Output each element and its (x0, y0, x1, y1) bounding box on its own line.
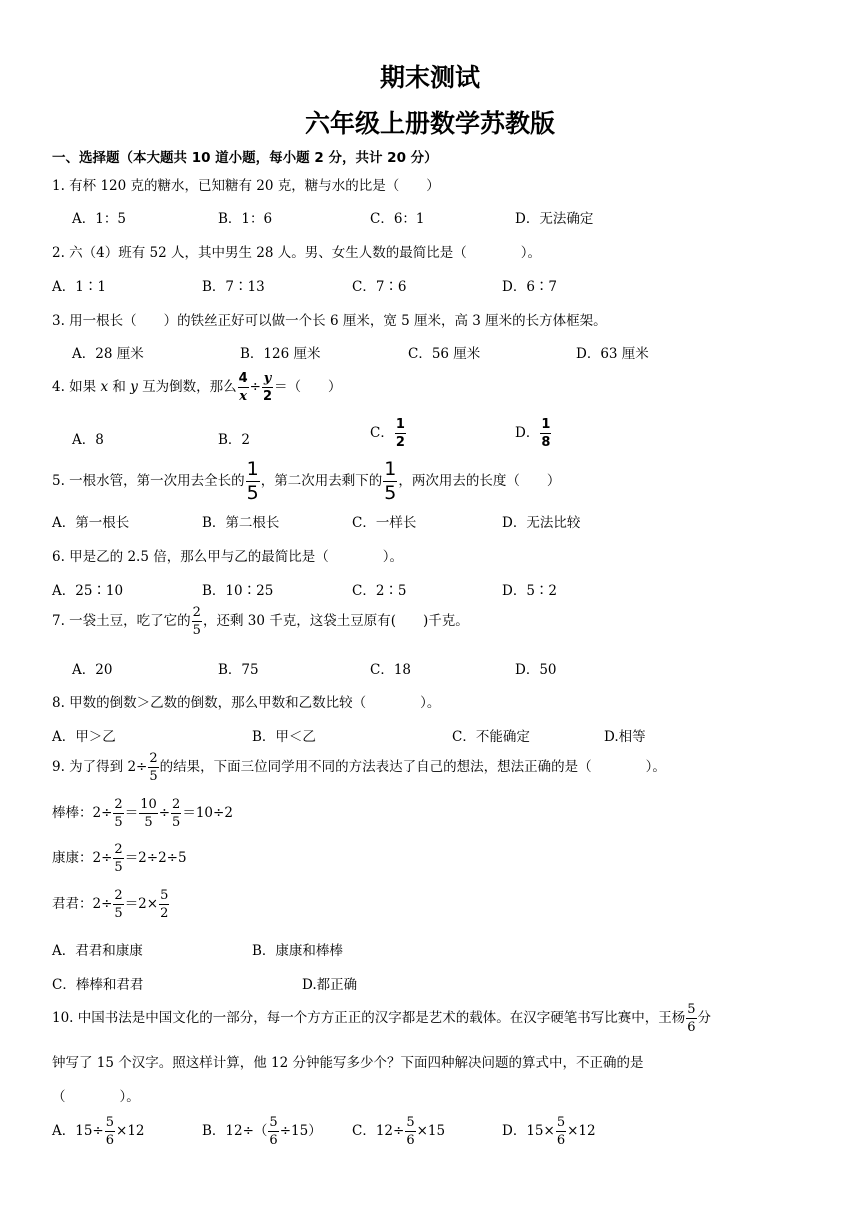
q3-option-a: A．28 厘米 (72, 346, 144, 362)
q4-fraction-1: $\frac{4}{x}$ (238, 371, 248, 404)
question-9: 9. 为了得到 2÷ $\frac{2}{5}$ 的结果，下面三位同学用不同的方法表达了自己的想法，想法正确的是（ ）。 (52, 751, 666, 784)
question-3: 3. 用一根长（ ）的铁丝正好可以做一个长 6 厘米，宽 5 厘米，高 3 厘米的长方体框架。 (52, 313, 607, 329)
q8-option-b: B．甲＜乙 (252, 729, 316, 745)
q9-line-kangkang: 康康：2÷ $\frac{2}{5}$ ＝2÷2÷5 (52, 842, 187, 875)
q1-option-a: A．1：5 (72, 211, 126, 227)
question-4: 4. 如果 x 和 y 互为倒数，那么 $\frac{4}{x}$ ÷ $\frac{y}{2}$ ＝（ ） (52, 371, 342, 404)
q10-option-d: D．15× $\frac{5}{6}$ ×12 (502, 1115, 596, 1148)
page-title: 期末测试 (379, 63, 480, 92)
page-subtitle: 六年级上册数学苏教版 (304, 109, 555, 138)
q3-option-b: B．126 厘米 (240, 346, 321, 362)
q10-option-b: B．12÷（ $\frac{5}{6}$ ÷15） (202, 1115, 322, 1148)
q9-option-c: C．棒棒和君君 (52, 977, 144, 993)
q7-option-c: C．18 (370, 662, 412, 678)
q5-option-d: D．无法比较 (502, 515, 581, 531)
question-1: 1. 有杯 120 克的糖水，已知糖有 20 克，糖与水的比是（ ） (52, 178, 440, 194)
section-heading: 一、选择题（本大题共 10 道小题，每小题 2 分，共计 20 分） (52, 150, 438, 166)
question-7: 7. 一袋土豆，吃了它的 $\frac{2}{5}$ ，还剩 30 千克，这袋土豆原有( )千克。 (52, 605, 469, 638)
q6-option-b: B．10∶25 (202, 583, 274, 599)
q8-option-c: C．不能确定 (452, 729, 530, 745)
q9-option-a: A．君君和康康 (52, 943, 143, 959)
question-10-line-1: 10. 中国书法是中国文化的一部分，每一个方方正正的汉字都是艺术的载体。在汉字硬笔书写比赛中，王杨 $\frac{5}{6}$ 分 (52, 1002, 712, 1035)
question-10-line-2: 钟写了 15 个汉字。照这样计算，他 12 分钟能写多少个？下面四种解决问题的算式中，不正确的是 (52, 1055, 644, 1071)
q5-option-b: B．第二根长 (202, 515, 280, 531)
q5-option-a: A．第一根长 (52, 515, 130, 531)
q2-option-a: A．1∶1 (52, 279, 106, 295)
q9-option-b: B．康康和棒棒 (252, 943, 343, 959)
q9-option-d: D.都正确 (302, 977, 358, 993)
question-6: 6. 甲是乙的 2.5 倍，那么甲与乙的最简比是（ ）。 (52, 549, 403, 565)
q10-option-c: C．12÷ $\frac{5}{6}$ ×15 (352, 1115, 446, 1148)
question-8: 8. 甲数的倒数＞乙数的倒数，那么甲数和乙数比较（ ）。 (52, 695, 441, 711)
q6-option-c: C．2∶5 (352, 583, 407, 599)
question-10-line-3: （ ）。 (52, 1089, 140, 1105)
q4-option-c: C． $\frac{1}{2}$ (370, 417, 405, 450)
q1-option-c: C．6：1 (370, 211, 425, 227)
q3-option-d: D．63 厘米 (576, 346, 649, 362)
question-2: 2. 六（4）班有 52 人，其中男生 28 人。男、女生人数的最简比是（ ）。 (52, 245, 542, 261)
q5-option-c: C．一样长 (352, 515, 417, 531)
q1-option-b: B．1：6 (218, 211, 273, 227)
q9-line-bangbang: 棒棒：2÷ $\frac{2}{5}$ ＝ $\frac{10}{5}$ ÷ $\frac{2}{5}$ ＝10÷2 (52, 797, 233, 830)
q6-option-d: D．5∶2 (502, 583, 558, 599)
q7-option-b: B．75 (218, 662, 259, 678)
q4-fraction-2: $\frac{y}{2}$ (262, 371, 273, 404)
q9-line-junjun: 君君：2÷ $\frac{2}{5}$ ＝2× $\frac{5}{2}$ (52, 888, 169, 921)
q4-option-a: A．8 (72, 432, 104, 448)
q2-option-c: C．7∶6 (352, 279, 407, 295)
question-5: 5. 一根水管，第一次用去全长的 $\frac{1}{5}$ ，第二次用去剩下的 $\frac{1}{5}$ ，两次用去的长度（ ） (52, 458, 561, 504)
q8-option-a: A．甲＞乙 (52, 729, 116, 745)
q8-option-d: D.相等 (604, 729, 646, 745)
q10-option-a: A．15÷ $\frac{5}{6}$ ×12 (52, 1115, 145, 1148)
q3-option-c: C．56 厘米 (408, 346, 481, 362)
q7-option-a: A．20 (72, 662, 113, 678)
q6-option-a: A．25∶10 (52, 583, 124, 599)
q1-option-d: D．无法确定 (515, 211, 594, 227)
q7-option-d: D．50 (515, 662, 557, 678)
q2-option-d: D．6∶7 (502, 279, 558, 295)
q2-option-b: B．7∶13 (202, 279, 265, 295)
q4-option-d: D． $\frac{1}{8}$ (515, 417, 551, 450)
q4-option-b: B．2 (218, 432, 251, 448)
